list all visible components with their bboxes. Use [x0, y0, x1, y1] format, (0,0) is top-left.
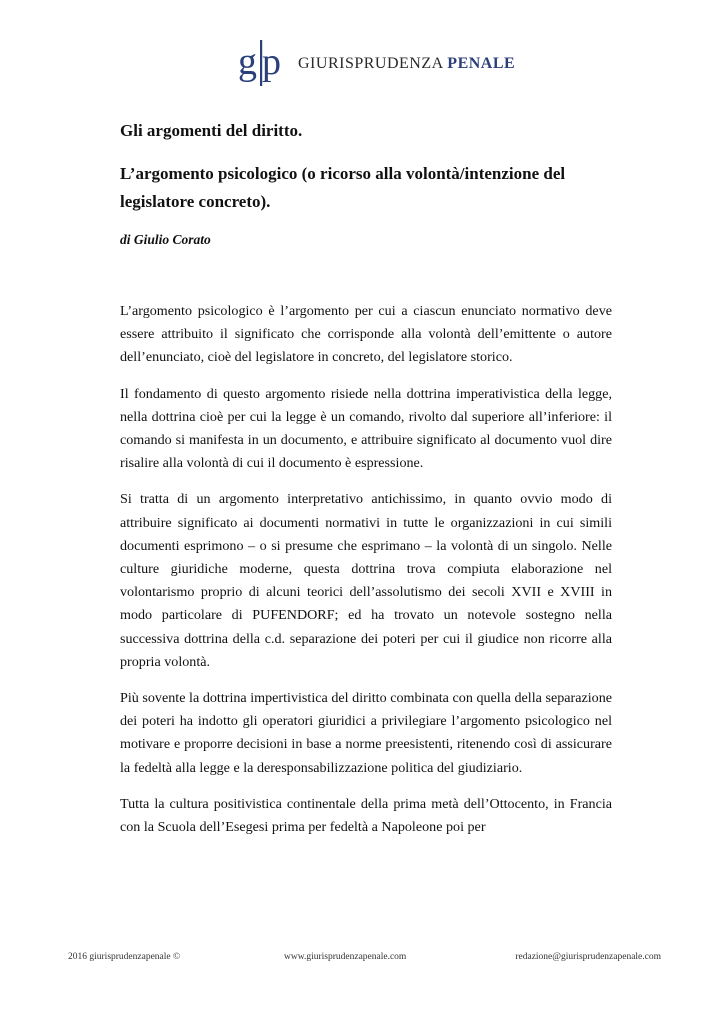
- article-body: [120, 300, 612, 839]
- paragraph: Tutta la cultura positivistica continentale della prima metà dell’Ottocento, in Francia con la Scuola dell’Esegesi prima per fedeltà a Napoleone poi per: [120, 795, 612, 836]
- footer-website-link[interactable]: www.giurisprudenzapenale.com: [284, 952, 407, 962]
- gp-logo-icon: [236, 38, 292, 90]
- footer-email-link[interactable]: redazione@giurisprudenzapenale.com: [515, 952, 661, 962]
- page-header: [236, 38, 515, 90]
- paragraph: Si tratta di un argomento interpretativo antichissimo, in quanto ovvio modo di attribuire significato ai documenti normativi in tutte le organizzazioni in cui simili documenti esprimono – o si presume che esprimano – la volontà di un singolo. Nelle culture giuridiche moderne, questa dottrina trova compiuta elaborazione nel volontarismo proprio di alcuni teorici dell’assolutismo dei secoli XVII e XVIII in modo particolare di PUFENDORF; ed ha trovato un notevole sostegno nella successiva dottrina della c.d. separazione dei poteri per cui il giudice non ricorre alla propria volontà.: [120, 491, 612, 670]
- page-footer: [0, 952, 725, 966]
- brand-name: [298, 55, 515, 73]
- paragraph: Il fondamento di questo argomento risiede nella dottrina imperativistica della legge, nella dottrina cioè per cui la legge è un comando, rivolto dal superiore all’inferiore: il comando si manifesta in un documento, e attribuire significato al documento vuol dire risalire alla volontà di cui il documento è espressione.: [120, 385, 612, 472]
- article: [120, 118, 612, 852]
- svg-text:p: p: [262, 41, 281, 83]
- svg-text:g: g: [238, 41, 257, 83]
- brand-name-part1: GIURISPRUDENZA: [298, 55, 443, 72]
- paragraph: Più sovente la dottrina impertivistica del diritto combinata con quella della separazione dei poteri ha indotto gli operatori giuridici a privilegiare l’argomento psicologico nel motivare e proporre decisioni in base a norme preesistenti, ritenendo così di assicurare la fedeltà alla legge e la deresponsabilizzazione politica del giudiziario.: [120, 690, 612, 776]
- brand-name-part2: PENALE: [447, 55, 516, 72]
- footer-copyright: 2016 giurisprudenzapenale ©: [68, 952, 181, 962]
- article-author: di Giulio Corato: [120, 232, 211, 247]
- article-title: Gli argomenti del diritto.: [120, 121, 303, 140]
- paragraph: L’argomento psicologico è l’argomento per cui a ciascun enunciato normativo deve essere attribuito il significato che corrisponde alla volontà dell’emittente o autore dell’enunciato, cioè del legislatore in concreto, del legislatore storico.: [120, 303, 612, 366]
- article-subtitle: L’argomento psicologico (o ricorso alla volontà/intenzione del legislatore concreto).: [120, 164, 566, 211]
